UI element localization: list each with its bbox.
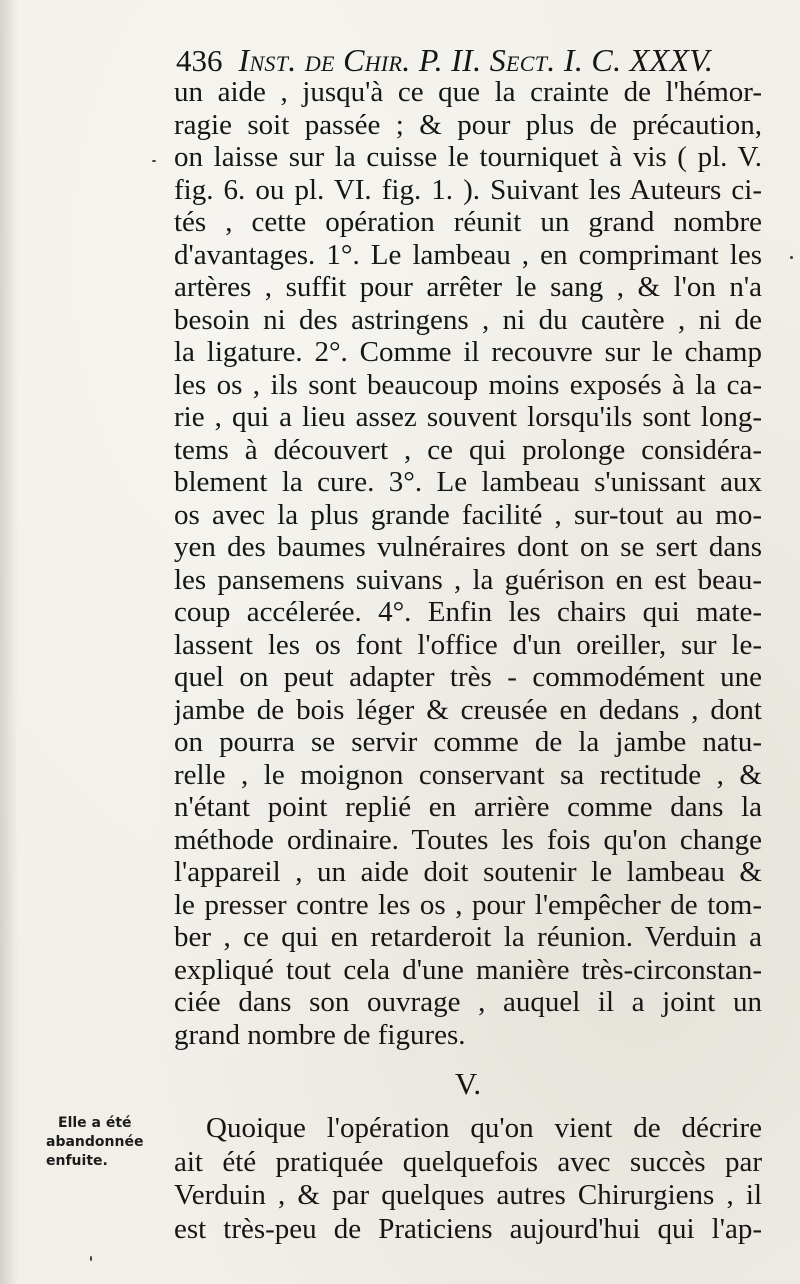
text-line: on laisse sur la cuisse le tourniquet à vis ( pl. V.: [174, 141, 762, 173]
paper-speck: [152, 160, 156, 162]
text-line: est très-peu de Praticiens aujourd'hui qui l'ap-: [174, 1212, 762, 1245]
text-line: os avec la plus grande facilité , sur-tout au mo-: [174, 498, 762, 531]
page-gutter-shadow: [0, 0, 18, 1284]
text-line: ber , ce qui en retarderoit la réunion. Verduin a: [174, 921, 762, 953]
margin-note-line: Elle a été: [58, 1115, 132, 1131]
text-line: Quoique l'opération qu'on vient de décrire: [206, 1112, 762, 1144]
text-line: artères , suffit pour arrêter le sang , & l'on n'a: [174, 271, 762, 303]
text-line: ait été pratiquée quelquefois avec succès par: [174, 1145, 762, 1178]
text-line: d'avantages. 1°. Le lambeau , en comprimant les: [174, 238, 762, 271]
section-paragraph: [174, 1112, 762, 1246]
text-line: les pansemens suivans , la guérison en est beau-: [174, 563, 762, 596]
text-line: expliqué tout cela d'une manière très-circonstan-: [174, 953, 762, 986]
text-line: la ligature. 2°. Comme il recouvre sur le champ: [174, 336, 762, 368]
text-line: grand nombre de figures.: [174, 1018, 466, 1051]
text-line: besoin ni des astringens , ni du cautère , ni de: [174, 303, 762, 336]
text-line: coup accélerée. 4°. Enfin les chairs qui mate-: [174, 596, 762, 628]
margin-note-line: enfuite.: [46, 1153, 108, 1169]
paper-speck: [790, 256, 793, 259]
text-line: le presser contre les os , pour l'empêcher de tom-: [174, 888, 762, 921]
margin-note-line: abandonnée: [46, 1134, 144, 1150]
text-line: les os , ils sont beaucoup moins exposés à la ca-: [174, 368, 762, 401]
text-line: relle , le moignon conservant sa rectitude , &: [174, 758, 762, 791]
main-paragraph: [174, 76, 762, 1051]
text-line: Verduin , & par quelques autres Chirurgiens , il: [174, 1179, 762, 1211]
paper-speck: [90, 1256, 92, 1261]
text-line: ciée dans son ouvrage , auquel il a joint un: [174, 986, 762, 1018]
text-line: lassent les os font l'office d'un oreiller, sur le-: [174, 628, 762, 661]
page-number: 436: [176, 43, 223, 78]
section-number: V.: [454, 1066, 482, 1101]
running-head-title: Inst. de Chir. P. II. Sect. I. C. XXXV.: [238, 42, 714, 78]
text-line: blement la cure. 3°. Le lambeau s'unissant aux: [174, 466, 762, 498]
text-line: quel on peut adapter très - commodément une: [174, 661, 762, 693]
text-line: rie , qui a lieu assez souvent lorsqu'ils sont long-: [174, 401, 762, 433]
margin-note: [46, 1114, 162, 1171]
text-line: n'étant point replié en arrière comme dans la: [174, 791, 762, 823]
text-line: fig. 6. ou pl. VI. fig. 1. ). Suivant les Auteurs ci-: [174, 173, 762, 206]
text-line: un aide , jusqu'à ce que la crainte de l'hémor-: [174, 76, 762, 108]
text-line: on pourra se servir comme de la jambe natu-: [174, 726, 762, 758]
text-line: tés , cette opération réunit un grand nombre: [174, 206, 762, 238]
text-line: l'appareil , un aide doit soutenir le lambeau &: [174, 856, 762, 888]
text-line: tems à découvert , ce qui prolonge considéra-: [174, 433, 762, 466]
text-line: ragie soit passée ; & pour plus de précaution,: [174, 108, 762, 141]
text-line: yen des baumes vulnéraires dont on se sert dans: [174, 531, 762, 563]
text-line: méthode ordinaire. Toutes les fois qu'on change: [174, 823, 762, 856]
text-line: jambe de bois léger & creusée en dedans , dont: [174, 693, 762, 726]
